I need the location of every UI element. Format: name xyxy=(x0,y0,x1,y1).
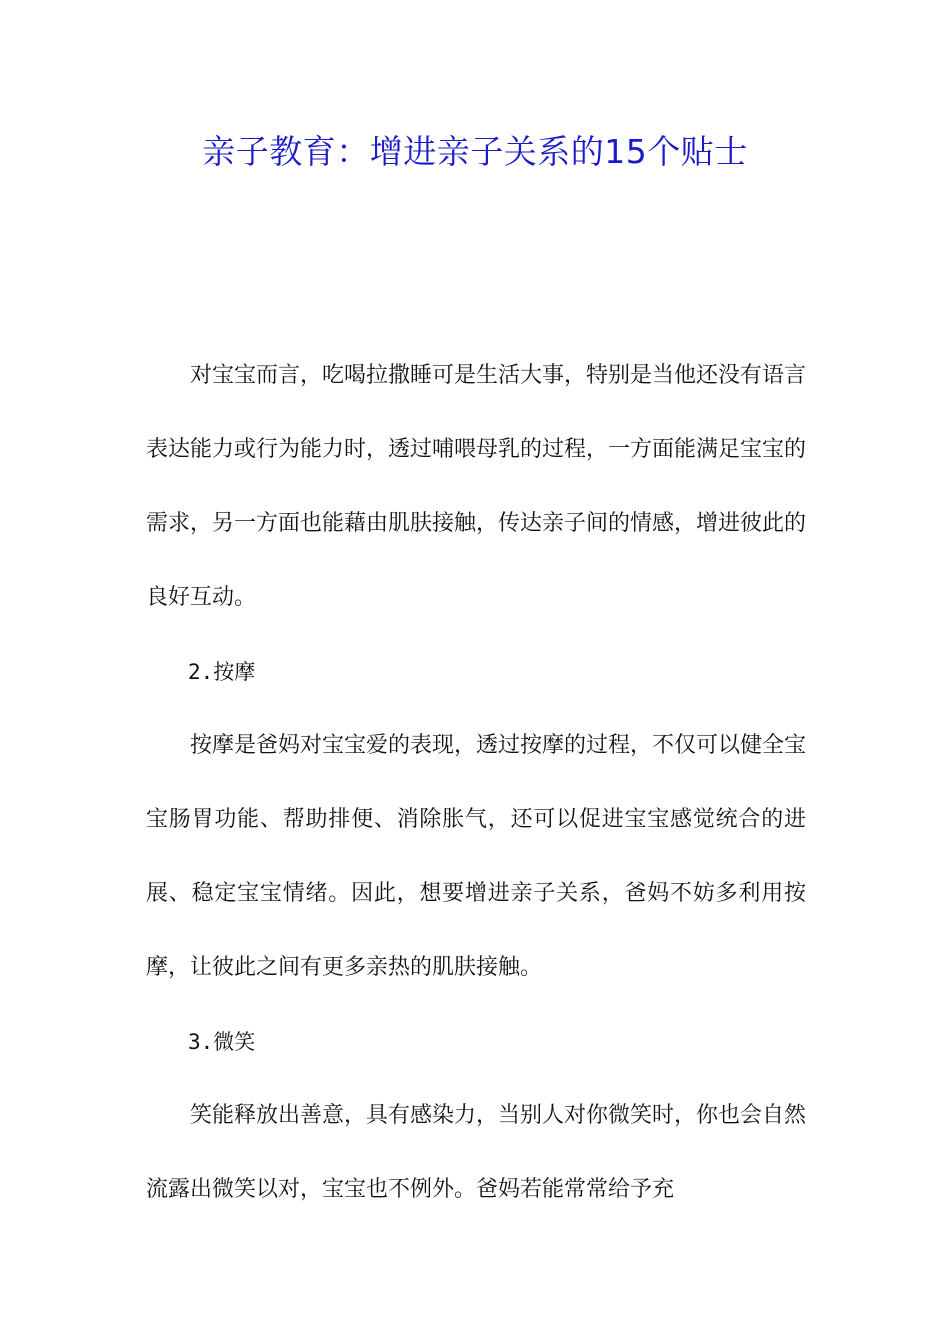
document-body xyxy=(146,339,806,1227)
document-title: 亲子教育：增进亲子关系的15个贴士 xyxy=(202,132,748,171)
paragraph-smile: 笑能释放出善意，具有感染力，当别人对你微笑时，你也会自然流露出微笑以对，宝宝也不例外。爸妈若能常常给予充 xyxy=(146,1103,807,1202)
section-heading-massage: 2.按摩 xyxy=(188,660,256,684)
paragraph-massage: 按摩是爸妈对宝宝爱的表现，透过按摩的过程，不仅可以健全宝宝肠胃功能、帮助排便、消除胀气，还可以促进宝宝感觉统合的进展、稳定宝宝情绪。因此，想要增进亲子关系，爸妈不妨多利用按摩，让彼此之间有更多亲热的肌肤接触。 xyxy=(146,733,807,980)
paragraph-breastfeeding: 对宝宝而言，吃喝拉撒睡可是生活大事，特别是当他还没有语言表达能力或行为能力时，透过哺喂母乳的过程，一方面能满足宝宝的需求，另一方面也能藉由肌肤接触，传达亲子间的情感，增进彼此的良好互动。 xyxy=(146,363,807,610)
section-heading-smile: 3.微笑 xyxy=(188,1030,256,1054)
